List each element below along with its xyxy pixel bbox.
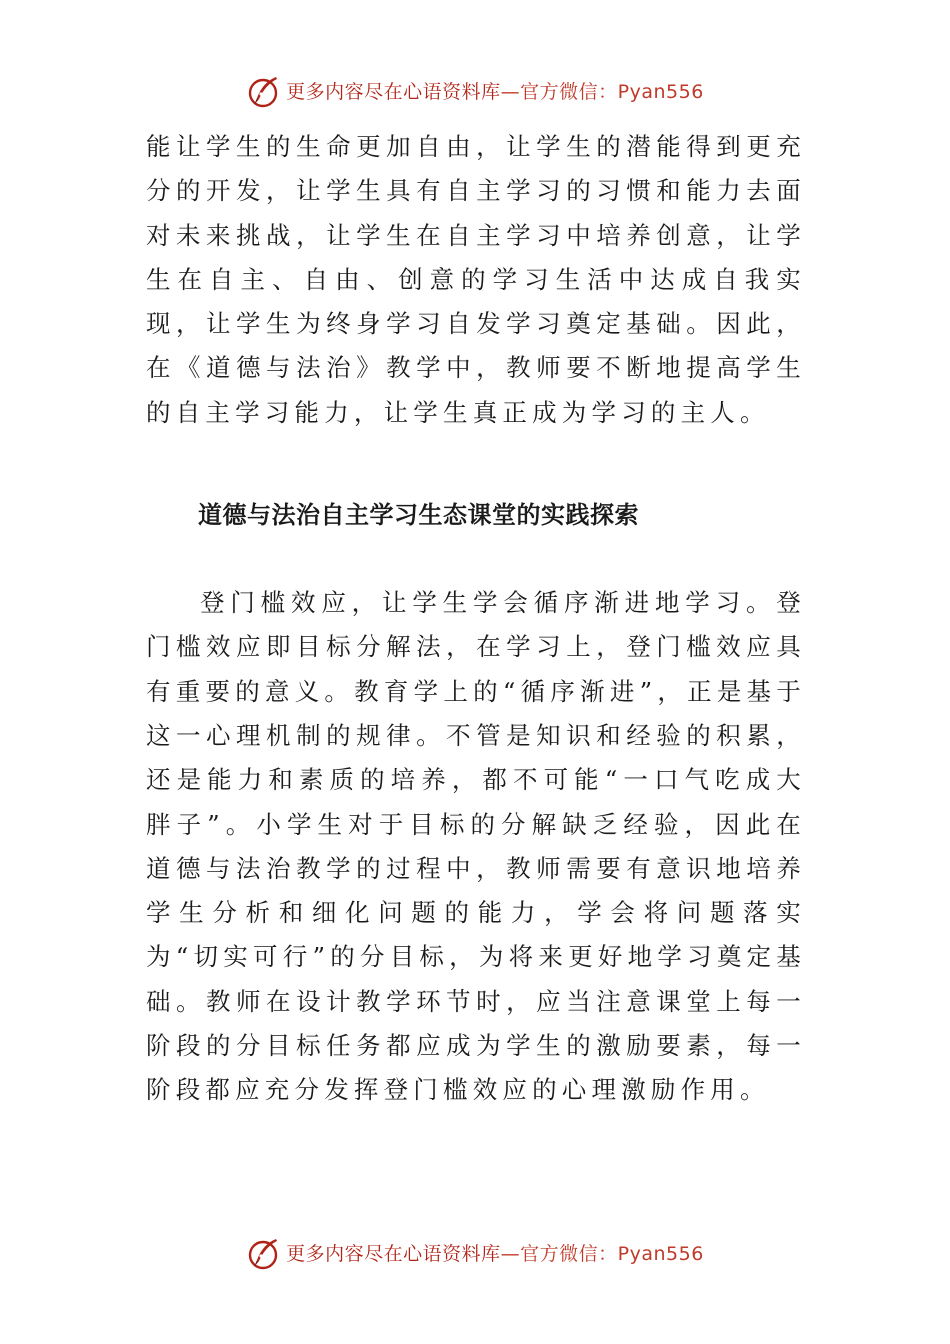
section-title: 道德与法治自主学习生态课堂的实践探索 xyxy=(198,501,639,530)
footer-watermark-text xyxy=(286,1242,704,1265)
header-contact-text: —官方微信：Pyan556 xyxy=(500,80,704,103)
quill-pen-logo-icon xyxy=(246,74,282,110)
spacer xyxy=(146,535,806,581)
document-body xyxy=(146,125,806,1113)
header-watermark-banner xyxy=(0,70,950,114)
quill-pen-logo-icon xyxy=(246,1236,282,1272)
header-promo-text: 更多内容尽在心语资料库 xyxy=(286,80,501,103)
body-paragraph-1: 能让学生的生命更加自由，让学生的潜能得到更充分的开发，让学生具有自主学习的习惯和能力去面对未来挑战，让学生在自主学习中培养创意，让学生在自主、自由、创意的学习生活中达成自我实现，让学生为终身学习自发学习奠定基础。因此，在《道德与法治》教学中，教师要不断地提高学生的自主学习能力，让学生真正成为学习的主人。 xyxy=(146,132,806,427)
spacer xyxy=(146,435,806,495)
footer-promo-text: 更多内容尽在心语资料库 xyxy=(286,1242,501,1265)
header-watermark-text xyxy=(286,80,704,103)
footer-contact-text: —官方微信：Pyan556 xyxy=(500,1242,704,1265)
footer-watermark-banner xyxy=(0,1232,950,1276)
body-paragraph-2: 登门槛效应，让学生学会循序渐进地学习。登门槛效应即目标分解法，在学习上，登门槛效应具有重要的意义。教育学上的“循序渐进”，正是基于这一心理机制的规律。不管是知识和经验的积累，还是能力和素质的培养，都不可能“一口气吃成大胖子”。小学生对于目标的分解缺乏经验，因此在道德与法治教学的过程中，教师需要有意识地培养学生分析和细化问题的能力，学会将问题落实为“切实可行”的分目标，为将来更好地学习奠定基础。教师在设计教学环节时，应当注意课堂上每一阶段的分目标任务都应成为学生的激励要素，每一阶段都应充分发挥登门槛效应的心理激励作用。 xyxy=(146,588,806,1105)
